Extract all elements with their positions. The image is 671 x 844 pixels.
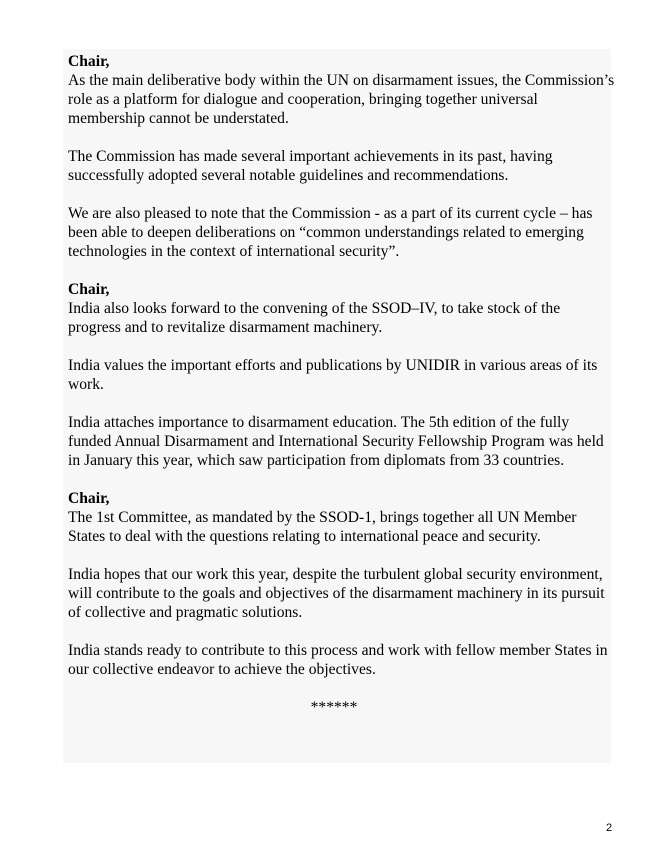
paragraph: India hopes that our work this year, despite the turbulent global security environment, will contribute to the goals and objectives of the disarmament machinery in its pursuit of collective and pragmatic solutions.	[68, 566, 605, 621]
section-heading: Chair,	[68, 281, 110, 298]
section-heading: Chair,	[68, 490, 110, 507]
paragraph: India also looks forward to the convening of the SSOD–IV, to take stock of the progress and to revitalize disarmament machinery.	[68, 300, 561, 336]
section-heading: Chair,	[68, 53, 110, 70]
paragraph: The Commission has made several important achievements in its past, having successfully adopted several notable guidelines and recommendations.	[68, 148, 553, 184]
paragraph: India stands ready to contribute to this process and work with fellow member States in our collective endeavor to achieve the objectives.	[68, 642, 608, 678]
end-marker: ******	[310, 699, 358, 716]
paragraph: India attaches importance to disarmament education. The 5th edition of the fully funded Annual Disarmament and International Security Fellowship Program was held in January this year, which saw participation from diplomats from 33 countries.	[68, 414, 604, 469]
paragraph: We are also pleased to note that the Commission - as a part of its current cycle – has been able to deepen deliberations on “common understandings related to emerging technologies in the context of international security”.	[68, 205, 593, 260]
paragraph: The 1st Committee, as mandated by the SSOD-1, brings together all UN Member States to deal with the questions relating to international peace and security.	[68, 509, 577, 545]
paragraph: India values the important efforts and publications by UNIDIR in various areas of its work.	[68, 357, 598, 393]
document-body	[68, 52, 616, 717]
paragraph: As the main deliberative body within the UN on disarmament issues, the Commission’s role as a platform for dialogue and cooperation, bringing together universal membership cannot be understated.	[68, 72, 615, 127]
page-number: 2	[606, 822, 613, 834]
